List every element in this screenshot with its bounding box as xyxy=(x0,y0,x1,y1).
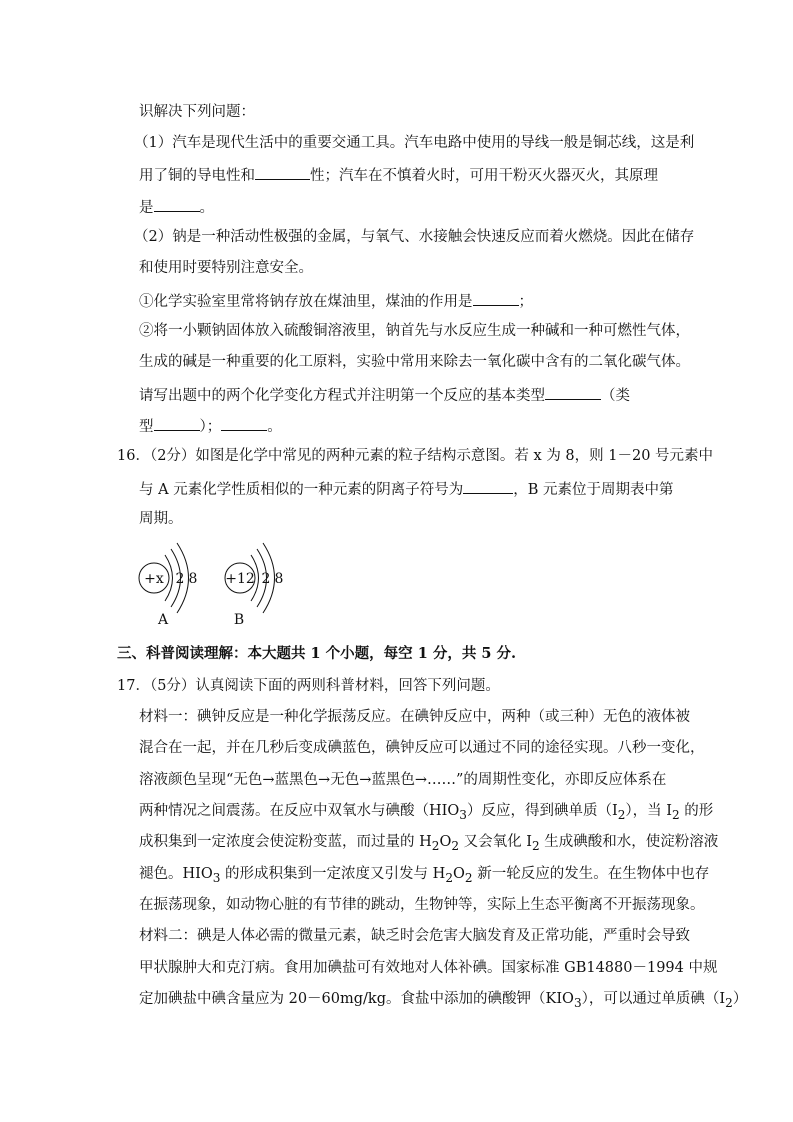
answer-blank[interactable] xyxy=(154,196,200,212)
q15-part2-line1: （2）钠是一种活动性极强的金属，与氧气、水接触会快速反应而着火燃烧。因此在储存 xyxy=(134,229,695,245)
q16-line1: 16．（2分）如图是化学中常见的两种元素的粒子结构示意图。若 x 为 8，则 1－20 号元素中 xyxy=(117,448,714,464)
shell-b-electrons-2: 8 xyxy=(274,571,284,587)
answer-blank[interactable] xyxy=(473,290,519,306)
material2-line1: 材料二：碘是人体必需的微量元素，缺乏时会危害大脑发育及正常功能，严重时会导致 xyxy=(139,928,690,944)
q15-part2-line2: 和使用时要特别注意安全。 xyxy=(139,260,313,276)
label-a: A xyxy=(157,612,169,628)
q15-part1-line2: 用了铜的导电性和 性；汽车在不慎着火时，可用干粉灭火器灭火，其原理 xyxy=(139,164,658,186)
answer-blank[interactable] xyxy=(221,415,267,431)
material1-line2: 混合在一起，并在几秒后变成碘蓝色，碘钟反应可以通过不同的途径实现。八秒一变化， xyxy=(139,740,705,756)
q17-line: 17．（5分）认真阅读下面的两则科普材料，回答下列问题。 xyxy=(117,678,500,694)
shell-b-electrons-1: 2 xyxy=(261,571,271,587)
q15-part1-line1: （1）汽车是现代生活中的重要交通工具。汽车电路中使用的导线一般是铜芯线，这是利 xyxy=(134,135,695,151)
answer-blank[interactable] xyxy=(154,415,200,431)
material1-line4: 两种情况之间震荡。在反应中双氧水与碘酸$(HIO_3)$反应，得到碘单质$(I_2)$，当 $I_2$ 的形 xyxy=(139,803,714,822)
material1-line3: 溶液颜色呈现“无色→蓝黑色→无色→蓝黑色→……”的周期性变化，亦即反应体系在 xyxy=(139,772,667,788)
material1-line7: 在振荡现象，如动物心脏的有节律的跳动，生物钟等，实际上生态平衡离不开振荡现象。 xyxy=(139,897,705,913)
q15-sub2-line1: ②将一小颗钠固体放入硫酸铜溶液里，钠首先与水反应生成一种碱和一种可燃性气体， xyxy=(139,323,690,339)
atom-b xyxy=(225,543,283,628)
material1-line5: 成积集到一定浓度会使淀粉变蓝，而过量的 $H_2O_2$ 又会氧化 $I_2$ 生成碘酸和水，使淀粉溶液 xyxy=(139,834,719,853)
q15-sub2-line2: 生成的碱是一种重要的化工原料，实验中常用来除去一氧化碳中含有的二氧化碳气体。 xyxy=(139,354,690,370)
atom-a xyxy=(139,543,197,628)
section-3-heading: 三、科普阅读理解：本大题共 1 个小题，每空 1 分，共 5 分. xyxy=(117,645,517,662)
q15-sub2-line3: 请写出题中的两个化学变化方程式并注明第一个反应的基本类型 （类 xyxy=(139,384,630,406)
atomic-structure-diagram xyxy=(136,538,316,630)
answer-blank[interactable] xyxy=(545,384,601,400)
material1-line6: 褪色。$HIO_3$ 的形成积集到一定浓度又引发与 $H_2O_2$ 新一轮反应的发生。在生物体中也存 xyxy=(139,866,710,885)
nucleus-b-charge: +12 xyxy=(225,571,255,587)
q16-line3: 周期。 xyxy=(139,511,183,527)
q15-part1-line3: 是 。 xyxy=(139,196,214,218)
material1-line1: 材料一：碘钟反应是一种化学振荡反应。在碘钟反应中，两种（或三种）无色的液体被 xyxy=(139,709,690,725)
q15-sub1: ①化学实验室里常将钠存放在煤油里，煤油的作用是 ； xyxy=(139,290,533,312)
material2-line2: 甲状腺肿大和克汀病。食用加碘盐可有效地对人体补碘。国家标准 GB14880－1994 中规 xyxy=(139,960,718,976)
q15-sub2-line4: 型 ）； 。 xyxy=(139,415,282,437)
line-intro: 识解决下列问题： xyxy=(139,104,255,120)
label-b: B xyxy=(233,612,245,628)
answer-blank[interactable] xyxy=(255,164,310,180)
shell-a-electrons-2: 8 xyxy=(188,571,198,587)
shell-a-electrons-1: 2 xyxy=(175,571,185,587)
nucleus-a-charge: +x xyxy=(144,571,164,587)
q16-line2: 与 A 元素化学性质相似的一种元素的阴离子符号为 ，B 元素位于周期表中第 xyxy=(139,478,673,500)
material2-line3: 定加碘盐中碘含量应为 20－60mg/kg。食盐中添加的碘酸钾$(KIO_3)$，可以通过单质碘$(I_2)$ xyxy=(139,991,748,1010)
answer-blank[interactable] xyxy=(463,478,513,494)
